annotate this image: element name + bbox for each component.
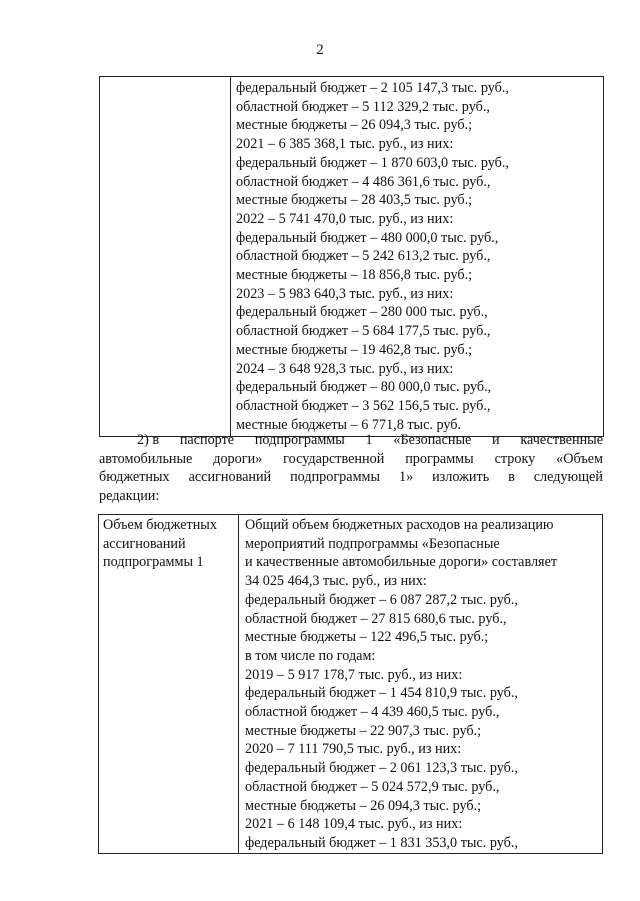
paragraph-word: 2) в [137,432,160,448]
text-line: федеральный бюджет – 80 000,0 тыс. руб., [236,379,492,396]
text-line: федеральный бюджет – 480 000,0 тыс. руб., [236,229,499,246]
text-line: местные бюджеты – 26 094,3 тыс. руб.; [236,117,473,134]
text-line: областной бюджет – 27 815 680,6 тыс. руб., [245,610,507,627]
text-line: 2023 – 5 983 640,3 тыс. руб., из них: [236,285,454,302]
paragraph-word: подпрограммы [290,469,381,486]
paragraph-word: изложить [432,469,490,486]
paragraph-line [99,431,603,450]
text-line: областной бюджет – 5 242 613,2 тыс. руб., [236,248,491,265]
paragraph-word: бюджетных [99,469,170,486]
text-line: областной бюджет – 5 024 572,9 тыс. руб., [245,778,500,795]
paragraph-word: «Безопасные [393,432,472,448]
text-line: местные бюджеты – 122 496,5 тыс. руб.; [245,629,489,646]
text-line: 2021 – 6 148 109,4 тыс. руб., из них: [245,816,463,833]
paragraph-word: автомобильные [99,450,193,467]
text-line: 2021 – 6 385 368,1 тыс. руб., из них: [236,136,454,153]
paragraph-word: программы [405,450,474,467]
text-line: Общий объем бюджетных расходов на реализацию [245,517,554,533]
paragraph-word: качественные [520,432,603,448]
text-line: и качественные автомобильные дороги» составляет [245,554,558,571]
paragraph-word: 1 [365,432,373,448]
text-line: областной бюджет – 4 486 361,6 тыс. руб., [236,173,491,190]
text-line: федеральный бюджет – 280 000 тыс. руб., [236,304,488,321]
table-value-cell [239,515,603,854]
text-line: местные бюджеты – 18 856,8 тыс. руб.; [236,267,473,284]
text-line: местные бюджеты – 19 462,8 тыс. руб.; [236,341,473,358]
text-line: 34 025 464,3 тыс. руб., из них: [245,573,427,590]
paragraph-line [99,468,603,487]
paragraph-word: государственной [283,450,385,467]
paragraph-word: и [492,432,500,448]
text-line: федеральный бюджет – 1 831 353,0 тыс. руб., [245,834,518,851]
text-line: местные бюджеты – 26 094,3 тыс. руб.; [245,797,482,814]
paragraph-word: в [508,469,515,486]
text-line: федеральный бюджет – 6 087 287,2 тыс. руб., [245,591,518,608]
paragraph-line: редакции: [99,488,160,505]
paragraph-word: 1» [398,469,414,486]
text-line: 2020 – 7 111 790,5 тыс. руб., из них: [245,741,462,758]
text-line: областной бюджет – 5 112 329,2 тыс. руб., [236,98,490,115]
text-line: федеральный бюджет – 1 870 603,0 тыс. руб., [236,154,509,171]
text-line: в том числе по годам: [245,647,376,664]
table-row [99,515,603,854]
paragraph-word: следующей [533,469,603,486]
budget-allocation-table [98,514,603,854]
text-line: подпрограммы 1 [103,554,204,571]
text-line: областной бюджет – 5 684 177,5 тыс. руб., [236,323,491,340]
text-line: местные бюджеты – 28 403,5 тыс. руб.; [236,192,473,209]
text-line: мероприятий подпрограммы «Безопасные [245,535,500,552]
text-line: федеральный бюджет – 1 454 810,9 тыс. руб., [245,685,518,702]
text-line: федеральный бюджет – 2 061 123,3 тыс. руб., [245,760,518,777]
paragraph-word: ассигнований [188,469,272,486]
paragraph-word: строку [494,450,536,467]
budget-table-continued [99,76,604,437]
paragraph-word: паспорте [179,432,235,448]
amendment-paragraph [99,431,603,506]
table-label-cell [100,77,231,437]
text-line: областной бюджет – 3 562 156,5 тыс. руб., [236,397,491,414]
text-line: 2022 – 5 741 470,0 тыс. руб., из них: [236,210,454,227]
paragraph-word: «Объем [556,450,603,467]
text-line: 2019 – 5 917 178,7 тыс. руб., из них: [245,666,463,683]
text-line: 2024 – 3 648 928,3 тыс. руб., из них: [236,360,454,377]
text-line: ассигнований [103,535,186,552]
paragraph-word: подпрограммы [254,432,345,448]
table-row [100,77,604,437]
text-line: Объем бюджетных [103,517,217,533]
page-number: 2 [316,42,324,58]
text-line: федеральный бюджет – 2 105 147,3 тыс. руб., [236,80,509,96]
table-label-cell [99,515,239,854]
text-line: местные бюджеты – 6 771,8 тыс. руб. [236,416,462,433]
text-line: местные бюджеты – 22 907,3 тыс. руб.; [245,722,482,739]
text-line: областной бюджет – 4 439 460,5 тыс. руб., [245,704,500,721]
paragraph-line [99,450,603,469]
paragraph-word: дороги» [213,450,263,467]
table-value-cell [231,77,604,437]
